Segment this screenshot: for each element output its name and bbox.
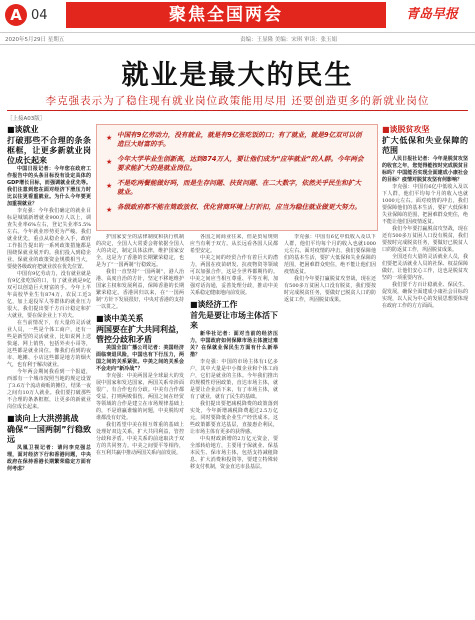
page-letter-badge: A	[5, 4, 27, 26]
highlight-quote-3: 不是吃两餐能做好吗，而是生存问题、扶贫问题、在二大数字，依然关乎民生和扩大就业。	[117, 179, 361, 196]
answer-paragraph: 我们提出要把减税降费的政策落到实处，今年新增减税降费超过2.5万亿元，同时要降低企业生产经营成本。这些政策都要直达基层，直接惠企利民，让市场主体有更多的获得感。	[190, 401, 278, 435]
section-heading-us-china: ■谈中美关系	[96, 314, 144, 323]
issue-date: 2020年5月29日 星期五	[5, 37, 65, 43]
section-banner	[66, 2, 386, 28]
page-headline: 就业是最大的民生	[121, 60, 354, 91]
section-subheading-hk: 确保“一国两制”行稳致远	[7, 425, 91, 444]
answer-paragraph: 李克强：中国有6亿中低收入及以下人群，他们平均每个月的收入也就1000元左右。面对疫情的冲击，我们要保障他们的基本生活，要扩大低保和失业保障的范围，把困难群众兜住，绝不能让他们因疫情返贫。	[284, 234, 376, 275]
question-paragraph: 中国日报记者：今年您在政府工作报告中的头条目标没有设定具体的GDP增长目标，而强调就业优先等。我们注意到您在面对经济下滑压力时比以往更看重就业。为什么今年要更加重视就业？	[7, 166, 91, 207]
answer-paragraph: 中央财政新增的2万亿元资金，要全部转给地方，主要用于保就业、保基本民生、保市场主体，包括支持减租降息、扩大消费和投资等，要建立特殊转移支付机制，资金直达市县基层。	[190, 436, 278, 470]
answer-paragraph: 在当前情况下，有大量的灵活就业人员，一些是个体工商户，还有一些是新型的灵活就业，比如说网上送快递、网上销售，包括外卖小哥等，这些都是就业岗位。像我们看到的夜市、地摊、小店这些都是地方的烟火气，也有利于解决就业。	[7, 320, 91, 368]
star-bullet-icon: ★	[106, 182, 113, 190]
continued-note: ［上接A03版］	[7, 116, 46, 122]
info-bar	[0, 32, 475, 45]
article-column-5	[382, 122, 468, 617]
section-subheading-us-china: 两国要在扩大共同利益，管控分歧和矛盾	[96, 325, 184, 344]
article-column-2	[96, 234, 184, 617]
star-bullet-icon: ★	[106, 158, 113, 166]
masthead-logo: 青岛早报	[405, 7, 458, 22]
section-title: 聚焦全国两会	[169, 5, 283, 25]
section-heading-hk: ■谈向上大洪涝挑战	[7, 414, 79, 423]
section-heading-jobs: ■谈就业	[7, 125, 39, 134]
section-heading-poverty: ■谈脱贫攻坚	[382, 125, 430, 134]
editor-credits: 责编：王显隆 美编：宋琪 审读：张玉娟	[240, 37, 337, 43]
answer-paragraph: 我们希望中美在相互尊重的基础上处理好双边关系，扩大共同利益，管控分歧和矛盾。中美关系的前途取决于双方的共同努力。中美之间要平等相待，在互利共赢中推动两国关系向前发展。	[96, 422, 184, 456]
question-paragraph: 人民日报社记者：今年是脱贫攻坚的收官之年，您觉得能按时完成脱贫目标吗？中国能否实现全面建成小康社会的目标？疫情对脱贫攻坚有何影响？	[382, 156, 468, 183]
article-column-4	[284, 234, 376, 617]
answer-paragraph: 全国还有大量的灵活就业人员，我们要把灵活就业人员的社保、权益保障做好，让他们安心工作，这也是脱贫攻坚的一项重要内容。	[382, 254, 468, 281]
article-column-1	[7, 122, 91, 617]
answer-paragraph: 李克强：今年我们确定的就业目标是城镇新增就业900万人以上，调查失业率6%左右，登记失业率5.5%左右。今年就业形势更为严峻。我们就业优先，重点从稳企业入手，政府工作报告提出的一系列政策措施都是围绕保就业展开的。我们投入到稳企业、保就业的政策资金规模相当大，要使各级政府把就业放在优先位置。	[7, 208, 91, 270]
page-subheadline: 李克强表示为了稳住现有就业岗位政策能用尽用 还要创造更多的新就业岗位	[45, 95, 430, 107]
section-subheading-economy: 首先是要让市场主体活下来	[190, 311, 278, 330]
question-paragraph: 凤凰卫视记者：请问李克强总理，面对经济下行和香港问题，中央政府在保持香港长期繁荣稳定方面有何考虑？	[7, 445, 91, 472]
section-subheading-jobs: 打破那些不合理的条条框框，让更多新就业岗位成长起来	[7, 136, 91, 165]
answer-paragraph: 各国之间商业往来，但是贸易规则应当有利于双方。从长远看各国人民都希望安定。	[190, 234, 278, 254]
answer-paragraph: 李克强：中国有6亿中低收入及以下人群，他们平均每个月的收入也就1000元左右。面对疫情的冲击，我们要保障他们的基本生活，要扩大低保和失业保障的范围，把困难群众兜住，绝不能让他们因疫情返贫。	[382, 184, 468, 225]
headline-rule	[7, 110, 468, 111]
answer-paragraph: 今年两会期间我看到一个报道，西部有一个城市按照当地的规定设置了3.6万个流动商贩的摊位，结果一夜之间有10万人就业。我们要打破那些不合理的条条框框，让更多的新就业岗位成长起来。	[7, 369, 91, 410]
highlight-quote-4: 各级政府都不能在简政放权、优化营商环境上打折扣，应当为稳住就业做更大努力。	[117, 203, 361, 211]
question-paragraph: 新华社记者：面对当前的经济压力，中国政府如何保障市场主体渡过难关？在保就业保民生方面有什么新举措？	[190, 331, 278, 358]
page-header	[0, 0, 475, 30]
article-column-3	[190, 234, 278, 617]
question-paragraph: 美国全国广播公司记者：美国经济面临衰退风险，中国也有下行压力，两国之间的关系紧张。中美之间的关系会不会走向“新冷战”？	[96, 345, 184, 372]
answer-paragraph: 我们一直坚持“一国两制”，港人治港、高度自治的方针，坚定不移地维护国家主权和发展利益，保障香港的长期繁荣稳定。香港回归以来，在“一国两制”方针下发展很好，中央对香港的支持一以贯之。	[96, 269, 184, 310]
answer-paragraph: 中美之间的经贸合作有着巨大的潜力，两国在疫苗研发、抗疫物资等领域可以加强合作，这是全世界都期待的。中美之间应当相互尊重、平等互利，加强对话沟通，妥善处理分歧，推动中美关系稳定健康地向前发展。	[190, 255, 278, 296]
answer-paragraph: 李克强：中美两国是全球最大的发展中国家和发达国家，两国关系牵涉面很广，有合作也有分歧。中美有合作都受益，打则两败俱伤。两国之间在经贸等领域的合作是建立在市场规律基础上的，不是谁赢谁输的问题，中美脱钩对谁都没有好处。	[96, 373, 184, 421]
section-heading-economy: ■谈经济工作	[190, 300, 238, 309]
answer-paragraph: 护国家安全的法律制度和执行机制的决定，全国人大常委会将依据全国人大的决定，制定具体法律，维护国家安全，这是为了香港的长期繁荣稳定，也是为了“一国两制”行稳致远。	[96, 234, 184, 268]
answer-paragraph: 我们今年要打赢脱贫攻坚战，现在还有500多万贫困人口没有脱贫，我们要按时完成脱贫任务，要做好已脱贫人口的防返贫工作，巩固脱贫成果。	[382, 226, 468, 253]
highlight-quote-2: 今年大学毕业生创新高，达到874万人，要让他们成为“应毕就业”的人群。今年两会要求能扩大的是就业岗位。	[117, 155, 364, 172]
star-bullet-icon: ★	[106, 134, 113, 142]
quote-highlight-box	[96, 124, 378, 231]
highlight-quote-1: 中国有9亿劳动力，没有就业，就是有9亿张吃饭的口；有了就业，就是9亿双可以创造巨大财富的手。	[117, 131, 362, 148]
answer-paragraph: 我们要千方百计稳就业、保民生、促发展，确保全面建成小康社会目标的实现，以人民为中心的发展思想要体现在政府工作的方方面面。	[382, 282, 468, 309]
page-number: 04	[31, 8, 48, 23]
answer-paragraph: 李克强：中国的市场主体有1亿多户，其中大量是中小微企业和个体工商户，它们是就业的主体。今年我们推出的规模性纾困政策，直达市场主体，就是要让企业活下来，有了市场主体，就有了就业，就有了民生的基础。	[190, 359, 278, 400]
answer-paragraph: 中国有9亿劳动力，没有就业就是有9亿张吃饭的口，有了就业就是9亿双可以创造巨大财富的手。今年上半年高校毕业生有874万，农民工近3亿，加上退役军人等群体的就业压力很大。我们提出要千方百计稳定和扩大就业，要在保企业上下功夫。	[7, 271, 91, 319]
star-bullet-icon: ★	[106, 206, 113, 214]
section-subheading-poverty: 扩大低保和失业保障的范围	[382, 136, 468, 155]
answer-paragraph: 我们今年要打赢脱贫攻坚战，现在还有500多万贫困人口没有脱贫，我们要按时完成脱贫任务，要做好已脱贫人口的防返贫工作，巩固脱贫成果。	[284, 276, 376, 303]
